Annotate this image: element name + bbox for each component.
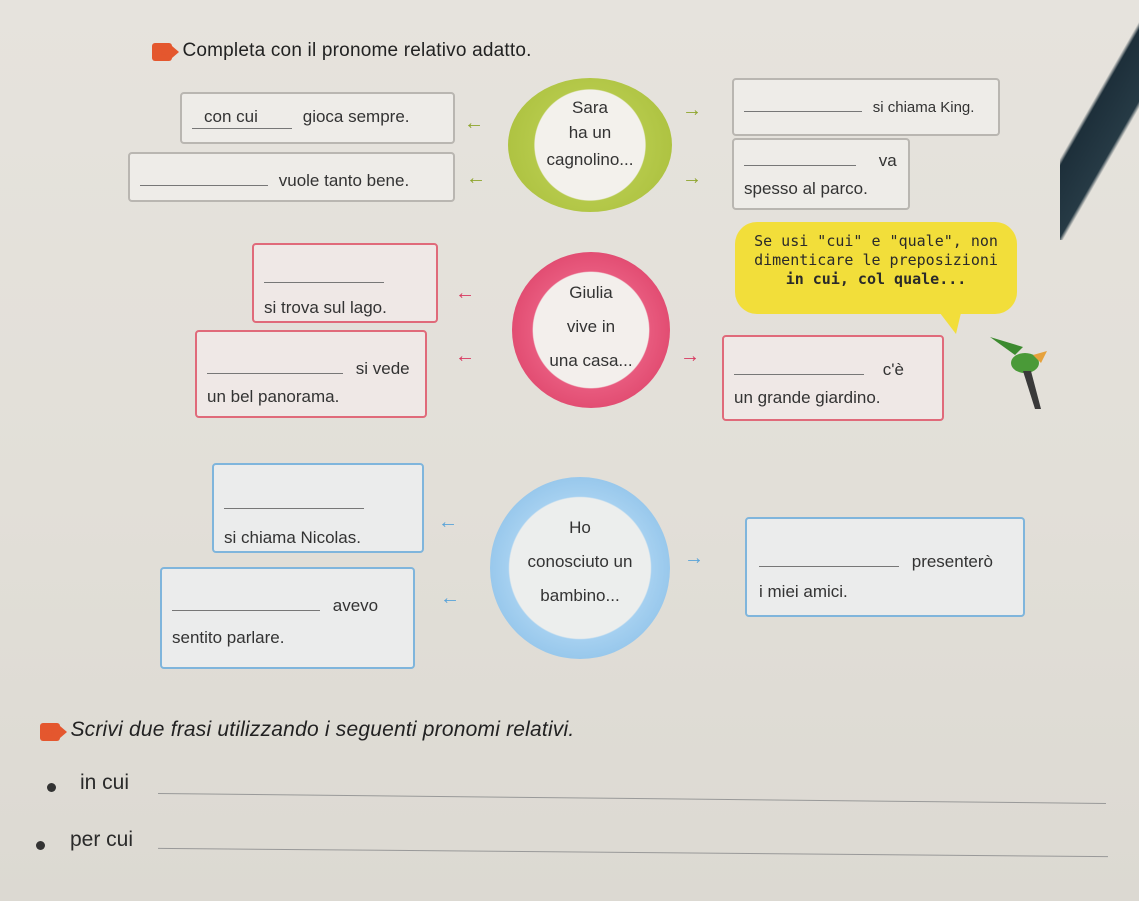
center-line: bambino... bbox=[540, 586, 620, 605]
exercise-3-heading bbox=[40, 718, 574, 742]
exercise-title: Scrivi due frasi utilizzando i seguenti pronomi relativi. bbox=[70, 718, 575, 741]
exercise-number-badge: 2 bbox=[152, 43, 172, 61]
center-line: cagnolino... bbox=[546, 150, 634, 169]
center-circle-sara bbox=[508, 78, 672, 212]
tip-line: dimenticare le preposizioni bbox=[754, 251, 998, 269]
answer-box[interactable] bbox=[722, 335, 944, 421]
arrow-left-icon: ← bbox=[464, 112, 484, 134]
answer-blank[interactable] bbox=[192, 106, 292, 129]
answer-blank[interactable] bbox=[140, 185, 268, 186]
answer-blank[interactable] bbox=[759, 566, 899, 567]
answer-blank[interactable] bbox=[744, 111, 862, 112]
answer-blank[interactable] bbox=[224, 508, 364, 509]
arrow-left-icon: ← bbox=[440, 587, 460, 609]
bird-mascot-icon bbox=[985, 325, 1055, 415]
tip-line: Se usi "cui" e "quale", non bbox=[754, 232, 998, 250]
answer-blank[interactable] bbox=[264, 282, 384, 283]
arrow-right-icon: → bbox=[680, 345, 700, 367]
arrow-left-icon: ← bbox=[466, 167, 486, 189]
center-line: vive in bbox=[566, 317, 616, 336]
answer-box[interactable] bbox=[128, 152, 455, 202]
arrow-left-icon: ← bbox=[438, 511, 458, 533]
center-line: Sara bbox=[572, 98, 608, 117]
sentence-text: un grande giardino. bbox=[734, 388, 881, 408]
writing-line[interactable] bbox=[158, 793, 1106, 804]
bullet bbox=[36, 841, 45, 850]
center-circle-giulia bbox=[512, 252, 670, 408]
list-item-label: per cui bbox=[70, 828, 134, 851]
page-edge bbox=[1060, 0, 1139, 240]
sentence-text: presenterò bbox=[911, 552, 994, 571]
sentence-text: i miei amici. bbox=[759, 582, 848, 602]
answer-box[interactable] bbox=[195, 330, 427, 418]
answer-blank[interactable] bbox=[172, 610, 320, 611]
sentence-text: c'è bbox=[882, 360, 904, 379]
answer-box[interactable] bbox=[252, 243, 438, 323]
bullet bbox=[47, 783, 56, 792]
arrow-left-icon: ← bbox=[455, 282, 475, 304]
sentence-text: gioca sempre. bbox=[302, 107, 410, 126]
center-line: una casa... bbox=[549, 351, 633, 370]
answer-box[interactable] bbox=[212, 463, 424, 553]
arrow-right-icon: → bbox=[682, 99, 702, 121]
answer-box[interactable] bbox=[160, 567, 415, 669]
sentence-text: vuole tanto bene. bbox=[278, 171, 410, 190]
answer-blank[interactable] bbox=[744, 165, 856, 166]
center-circle-ho bbox=[490, 477, 670, 659]
arrow-left-icon: ← bbox=[455, 345, 475, 367]
exercise-2-heading bbox=[152, 40, 532, 62]
exercise-title: Completa con il pronome relativo adatto. bbox=[182, 40, 532, 61]
tip-speech-bubble bbox=[735, 222, 1017, 314]
sentence-text: si trova sul lago. bbox=[264, 298, 387, 318]
answer-box[interactable] bbox=[180, 92, 455, 144]
sentence-text: sentito parlare. bbox=[172, 628, 285, 648]
arrow-right-icon: → bbox=[682, 167, 702, 189]
writing-line[interactable] bbox=[158, 848, 1108, 857]
sentence-text: va bbox=[878, 151, 897, 170]
sentence-text: si vede bbox=[355, 359, 410, 378]
center-line: Ho bbox=[569, 518, 591, 537]
tip-bubble-tail bbox=[930, 300, 964, 334]
center-line: conosciuto un bbox=[527, 552, 633, 571]
tip-line: in cui, col quale... bbox=[785, 270, 967, 288]
center-line: ha un bbox=[568, 123, 612, 142]
sentence-text: si chiama Nicolas. bbox=[224, 528, 361, 548]
answer-box[interactable] bbox=[745, 517, 1025, 617]
sentence-text: spesso al parco. bbox=[744, 179, 868, 199]
answer-box[interactable] bbox=[732, 138, 910, 210]
answer-box[interactable] bbox=[732, 78, 1000, 136]
answer-handwritten: con cui bbox=[204, 107, 258, 126]
exercise-number-badge: 3 bbox=[40, 723, 60, 741]
sentence-text: un bel panorama. bbox=[207, 387, 340, 407]
sentence-text: si chiama King. bbox=[872, 99, 975, 116]
answer-blank[interactable] bbox=[734, 374, 864, 375]
sentence-text: avevo bbox=[332, 596, 379, 615]
list-item-label: in cui bbox=[80, 771, 130, 794]
answer-blank[interactable] bbox=[207, 373, 343, 374]
center-line: Giulia bbox=[569, 283, 613, 302]
arrow-right-icon: → bbox=[684, 547, 704, 569]
